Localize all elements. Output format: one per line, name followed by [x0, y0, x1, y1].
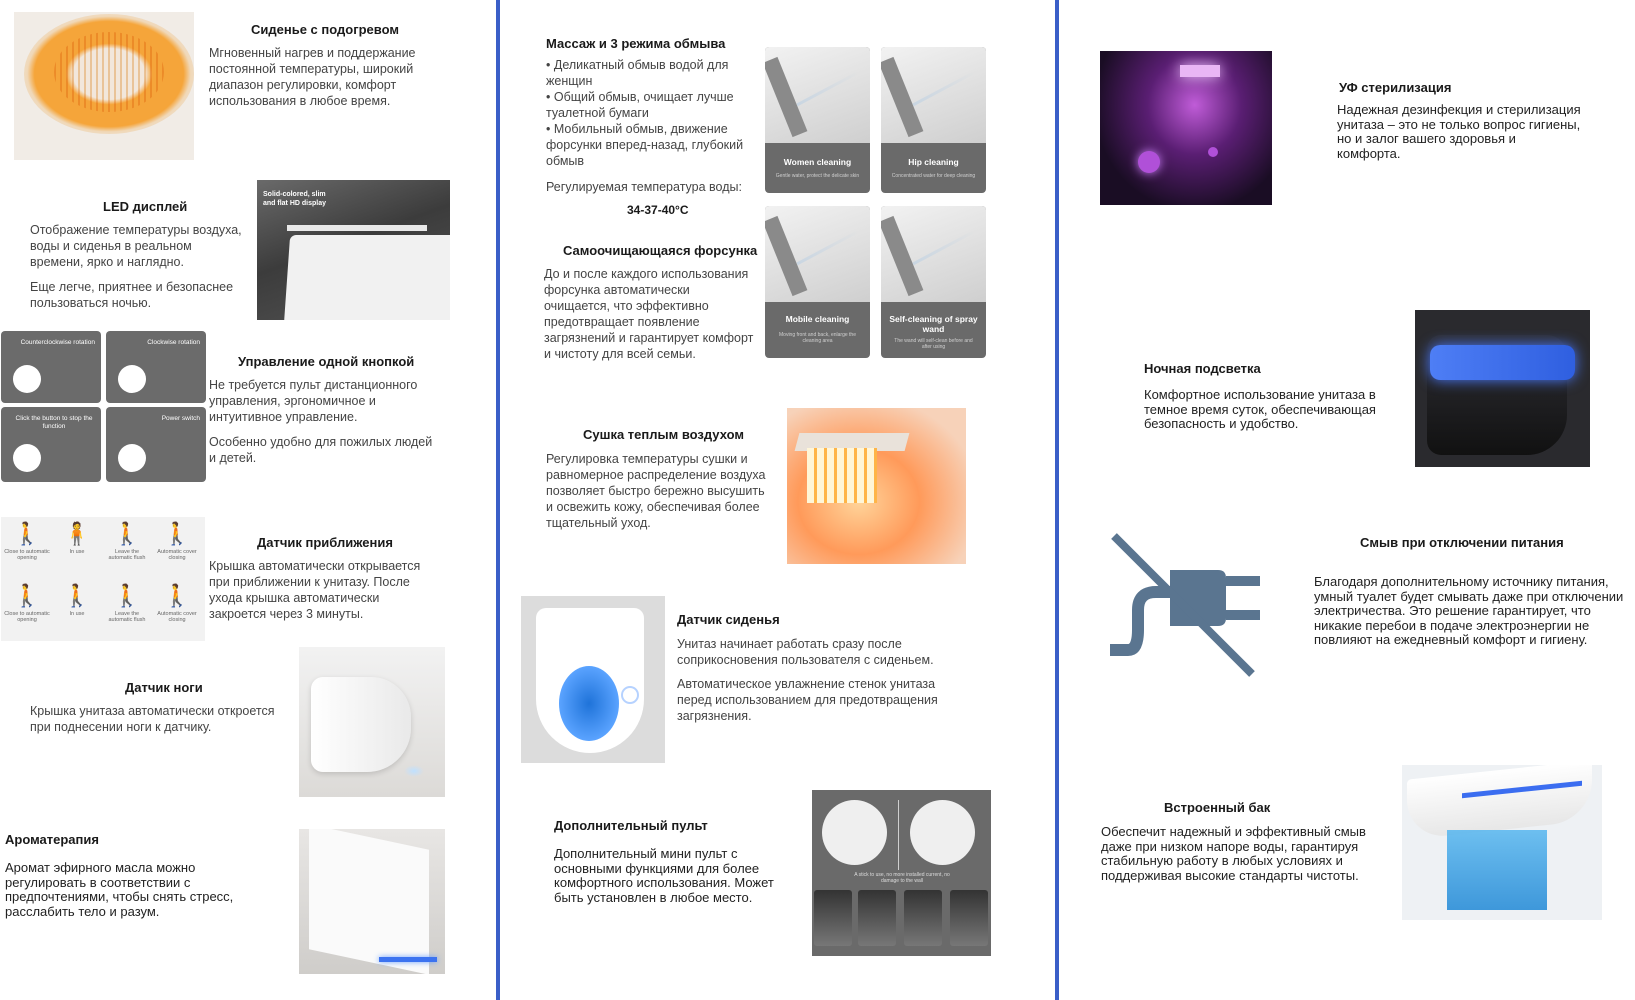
dryer-title: Сушка теплым воздухом: [583, 427, 744, 442]
massage-tile-mobile: Mobile cleaning Moving front and back, enlarge the cleaning area: [765, 206, 870, 358]
person-icon: 🚶: [13, 583, 41, 608]
person-icon: 🚶: [113, 521, 141, 546]
heated-seat-image: [14, 12, 194, 160]
remote-image: A stick to use, no more installed current, no damage to the wall: [812, 790, 991, 956]
tank-text: Обеспечит надежный и эффективный смыв даже при низком напоре воды, гарантируя стабильную работу в любых условиях и поддерживая высокие стандарты чистоты.: [1101, 824, 1366, 883]
massage-title: Массаж и 3 режима обмыва: [546, 36, 726, 51]
foot-sensor-image: [299, 647, 445, 797]
column-divider-right: [1055, 0, 1059, 1000]
unplug-icon: [1100, 530, 1265, 680]
proximity-text: Крышка автоматически открывается при приближении к унитазу. После ухода крышка автоматически закроется через 3 минуты.: [209, 559, 421, 621]
aroma-text: Аромат эфирного масла можно регулировать в соответствии с предпочтениями, чтобы снять стресс, расслабить тело и разум.: [5, 860, 234, 919]
sensor-wave-icon: [621, 686, 639, 704]
aroma-image: [299, 829, 445, 974]
tile-stop-function: Click the button to stop the function: [1, 407, 101, 482]
remote-text: Дополнительный мини пульт с основными функциями для более комфортного использования. Может быть установлен в любое место.: [554, 846, 774, 905]
person-icon: 🚶: [163, 521, 191, 546]
seat-sensor-text-2: Автоматическое увлажнение стенок унитаза перед использованием для предотвращения загрязнения.: [677, 677, 938, 723]
water-temp-label: Регулируемая температура воды:: [546, 180, 742, 194]
heated-seat-title: Сиденье с подогревом: [251, 22, 399, 37]
seat-sensor-text-1: Унитаз начинает работать сразу после соприкосновения пользователя с сиденьем.: [677, 637, 934, 667]
dryer-text: Регулировка температуры сушки и равномерное распределение воздуха позволяет быстро бережно высушить и освежить кожу, обеспечивая более тщательный уход.: [546, 452, 766, 530]
knob-icon: [118, 444, 146, 472]
power-off-flush-text: Благодаря дополнительному источнику питания, умный туалет будет смывать даже при отключении электричества. Это решение гарантирует, что никакие перебои в подаче электроэнергии не повлияют на ежедневный комфорт и гигиену.: [1314, 574, 1624, 647]
proximity-image: 🚶 Close to automatic opening 🧍 In use 🚶 Leave the automatic flush 🚶 Automatic cover closing 🚶 Close to automatic opening 🚶 In use 🚶 Leave the automatic flush 🚶 Automatic cover closing: [1, 517, 205, 641]
seat-sensor-image: [521, 596, 665, 763]
tank-image: [1402, 765, 1602, 920]
aroma-title: Ароматерапия: [5, 832, 99, 847]
led-display-title: LED дисплей: [103, 199, 188, 214]
uv-sterilization-image: [1100, 51, 1272, 205]
led-display-image: [257, 180, 450, 320]
massage-bullet-2: • Общий обмыв, очищает лучше туалетной бумаги: [546, 90, 734, 120]
remote-buttons-icon: [910, 800, 975, 865]
column-divider-left: [496, 0, 500, 1000]
nozzle-title: Самоочищающаяся форсунка: [563, 243, 758, 258]
massage-tile-hip: Hip cleaning Concentrated water for deep cleaning: [881, 47, 986, 193]
heated-seat-text: Мгновенный нагрев и поддержание постоянной температуры, широкий диапазон регулировки, комфорт использования в любое время.: [209, 46, 416, 108]
remote-title: Дополнительный пульт: [554, 818, 708, 833]
knob-icon: [13, 444, 41, 472]
person-icon: 🚶: [113, 583, 141, 608]
knob-icon: [13, 365, 41, 393]
power-off-flush-title: Смыв при отключении питания: [1360, 535, 1564, 550]
water-temp-value: 34-37-40°C: [627, 203, 689, 217]
foot-sensor-text: Крышка унитаза автоматически откроется при поднесении ноги к датчику.: [30, 704, 275, 734]
dryer-image: [787, 408, 966, 564]
nozzle-text: До и после каждого использования форсунка автоматически очищается, что эффективно предотвращает появление загрязнений и гарантирует комфорт и чистоту для всей семьи.: [544, 267, 754, 361]
person-icon: 🚶: [163, 583, 191, 608]
person-sitting-icon: 🧍: [63, 521, 91, 546]
led-image-caption: Solid-colored, slim and flat HD display: [263, 191, 327, 207]
seat-sensor-title: Датчик сиденья: [677, 612, 780, 627]
uv-title: УФ стерилизация: [1339, 80, 1452, 95]
massage-tile-self-cleaning: Self-cleaning of spray wand The wand will self-clean before and after using: [881, 206, 986, 358]
knob-icon: [118, 365, 146, 393]
person-icon: 🚶: [13, 521, 41, 546]
person-icon: 🚶: [63, 583, 91, 608]
massage-tile-women: Women cleaning Gentle water, protect the delicate skin: [765, 47, 870, 193]
night-light-image: [1415, 310, 1590, 467]
foot-sensor-title: Датчик ноги: [125, 680, 203, 695]
led-display-text-2: Еще легче, приятнее и безопаснее пользоваться ночью.: [30, 280, 234, 310]
tile-clockwise: Clockwise rotation: [106, 331, 206, 403]
tank-title: Встроенный бак: [1164, 800, 1271, 815]
tile-counterclockwise: Counterclockwise rotation: [1, 331, 101, 403]
one-button-text-1: Не требуется пульт дистанционного управления, эргономичное и интуитивное управление.: [209, 378, 418, 424]
massage-bullet-1: • Деликатный обмыв водой для женщин: [546, 58, 729, 88]
proximity-title: Датчик приближения: [257, 535, 393, 550]
night-light-title: Ночная подсветка: [1144, 361, 1261, 376]
remote-disc-icon: [822, 800, 887, 865]
tile-power-switch: Power switch: [106, 407, 206, 482]
led-display-text-1: Отображение температуры воздуха, воды и сиденья в реальном времени, ярко и наглядно.: [30, 223, 242, 269]
massage-bullet-3: • Мобильный обмыв, движение форсунки вперед-назад, глубокий обмыв: [546, 122, 744, 168]
night-light-text: Комфортное использование унитаза в темное время суток, обеспечивающая безопасность и удобство.: [1144, 387, 1376, 431]
one-button-text-2: Особенно удобно для пожилых людей и детей.: [209, 435, 433, 465]
germ-icon: [1138, 151, 1160, 173]
uv-text: Надежная дезинфекция и стерилизация унитаза – это не только вопрос гигиены, но и залог вашего здоровья и комфорта.: [1337, 102, 1581, 161]
one-button-title: Управление одной кнопкой: [238, 354, 415, 369]
